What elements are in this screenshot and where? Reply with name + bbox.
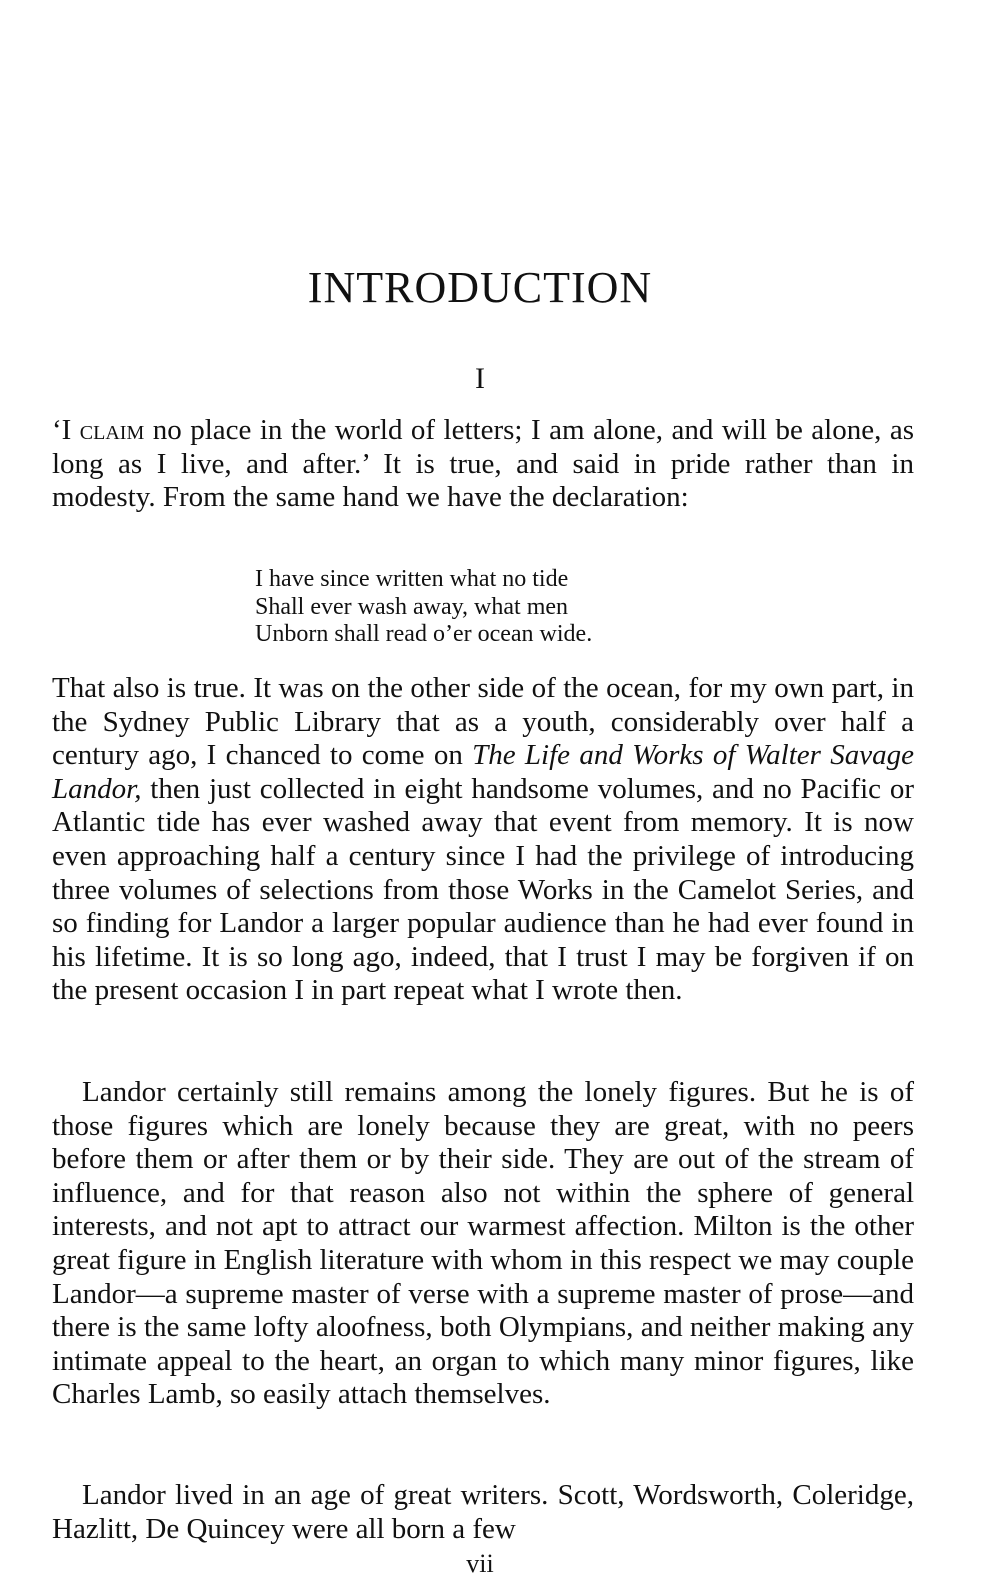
paragraph-1-opening-smallcaps: claim xyxy=(79,414,145,446)
paragraph-1-text: no place in the world of letters; I am alone, and will be alone, as long as I live, and after.’ It is true, and said in pride rather than in modesty. From the same hand we have the declaration: xyxy=(52,414,914,514)
paragraph-2 xyxy=(52,672,914,1008)
paragraph-1-opening: ‘I xyxy=(52,414,80,446)
paragraph-2-text-before: That also is true. It was on the other side of the ocean, for my own part, in the Sydney Public Library that as a youth, considerably over half a century ago, I chanced to come on xyxy=(52,672,914,772)
paragraph-4: Landor lived in an age of great writers. Scott, Wordsworth, Coleridge, Hazlitt, De Quincey were all born a few xyxy=(52,1479,914,1545)
paragraph-3: Landor certainly still remains among the lonely figures. But he is of those figures which are lonely because they are great, with no peers before them or after them or by their side. They are out of the stream of influence, and for that reason also not within the sphere of general interests, and not apt to attract our warmest affection. Milton is the other great figure in English literature with whom in this respect we may couple Landor—a supreme master of verse with a supreme master of prose—and there is the same lofty aloofness, both Olympians, and neither making any intimate appeal to the heart, an organ to which many minor figures, like Charles Lamb, so easily attach themselves. xyxy=(52,1076,914,1411)
paragraph-1 xyxy=(52,414,914,515)
paragraph-2-text-after: then just collected in eight handsome volumes, and no Pacific or Atlantic tide has ever washed away that event from memory. It is now even approaching half a century since I had the privilege of introducing three volumes of selections from those Works in the Camelot Series, and so finding for Landor a larger popular audience than he had ever found in his lifetime. It is so long ago, indeed, that I trust I may be forgiven if on the present occasion I in part repeat what I wrote then. xyxy=(52,772,914,1007)
chapter-title: INTRODUCTION xyxy=(307,263,653,312)
verse-line: Unborn shall read o’er ocean wide. xyxy=(255,621,593,647)
verse-line: I have since written what no tide xyxy=(255,566,569,592)
page-number: vii xyxy=(466,1549,494,1578)
book-title-italic: The Life and Works of Walter Savage Landor, xyxy=(52,739,914,805)
section-number: I xyxy=(475,362,485,395)
verse-line: Shall ever wash away, what men xyxy=(255,593,569,620)
verse-quotation xyxy=(255,566,592,649)
